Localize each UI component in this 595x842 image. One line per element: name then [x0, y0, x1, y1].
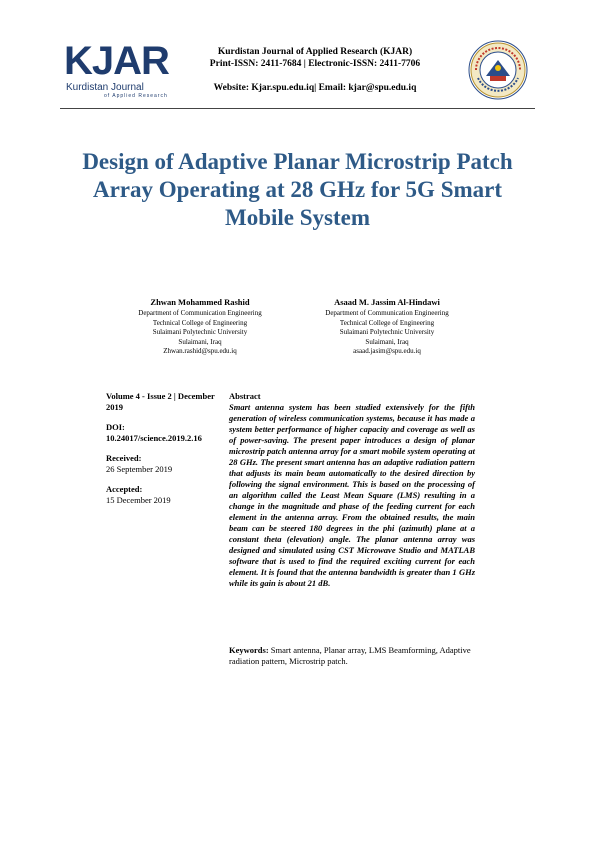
doi-label: DOI:: [106, 422, 125, 432]
doi-value[interactable]: 10.24017/science.2019.2.16: [106, 433, 202, 443]
author-name: Zhwan Mohammed Rashid: [150, 297, 250, 307]
accepted-label: Accepted:: [106, 484, 143, 494]
author-city: Sulaimani, Iraq: [365, 337, 409, 346]
author-department: Department of Communication Engineering: [138, 309, 262, 317]
author-block: [100, 297, 300, 357]
logo-subtitle: Kurdistan Journal: [66, 82, 144, 93]
paper-title: Design of Adaptive Planar Microstrip Patch Array Operating at 28 GHz for 5G Smart Mobile System: [82, 149, 513, 230]
author-university: Sulaimani Polytechnic University: [339, 328, 435, 336]
author-name: Asaad M. Jassim Al-Hindawi: [334, 297, 440, 307]
article-info: [106, 391, 216, 515]
university-seal: [468, 40, 528, 100]
header-divider: [60, 108, 535, 109]
volume-issue: Volume 4 - Issue 2 | December 2019: [106, 391, 215, 412]
received-date: 26 September 2019: [106, 464, 173, 474]
abstract-body: Smart antenna system has been studied extensively for the fifth generation of wireless communication systems, because it has made a system better performance of higher capacity and coverage as well as of power-saving. The present paper introduces a design of planar microstrip patch antenna array for a smart mobile system operating at 28 GHz. The present smart antenna has an adaptive radiation pattern that adjusts its main beam automatically to the desired direction by following the signal environment. This is based on the processing of an algorithm called the Least Mean Square (LMS) resulting in a change in the magnitude and phase of the feeding current for each element in the antenna array. From the obtained results, the main beam can be steered 180 degrees in the phi (azimuth) plane at a constant theta (elevation) angle. The planar antenna array was designed and simulated using CST Microwave Studio and MATLAB software that is used to find the required exciting current for each element. It is found that the antenna bandwidth is greater than 1 GHz while its gain is about 21 dB.: [229, 402, 475, 588]
journal-logo: [64, 40, 168, 100]
logo-text: KJAR: [64, 39, 169, 83]
author-college: Technical College of Engineering: [152, 318, 248, 327]
author-department: Department of Communication Engineering: [325, 309, 449, 317]
journal-website: Website: Kjar.spu.edu.iq| Email: kjar@spu.edu.iq: [213, 83, 417, 93]
keywords-text: Smart antenna, Planar array, LMS Beamforming, Adaptive radiation pattern, Microstrip patch.: [229, 645, 471, 666]
journal-issn: Print-ISSN: 2411-7684 | Electronic-ISSN: 2411-7706: [209, 59, 421, 69]
seal-icon: [468, 40, 528, 100]
keywords-label: Keywords:: [229, 645, 269, 655]
author-block: [287, 297, 487, 357]
author-college: Technical College of Engineering: [339, 318, 435, 327]
abstract-heading: Abstract: [229, 391, 261, 401]
received-label: Received:: [106, 453, 142, 463]
author-university: Sulaimani Polytechnic University: [152, 328, 248, 336]
author-email[interactable]: Zhwan.rashid@spu.edu.iq: [163, 347, 237, 355]
accepted-date: 15 December 2019: [106, 495, 171, 505]
author-city: Sulaimani, Iraq: [178, 337, 222, 346]
author-email[interactable]: asaad.jasim@spu.edu.iq: [353, 347, 421, 355]
logo-subtitle-2: of Applied Research: [104, 93, 168, 99]
keywords: [229, 645, 475, 667]
journal-name: Kurdistan Journal of Applied Research (KJAR): [217, 47, 413, 57]
